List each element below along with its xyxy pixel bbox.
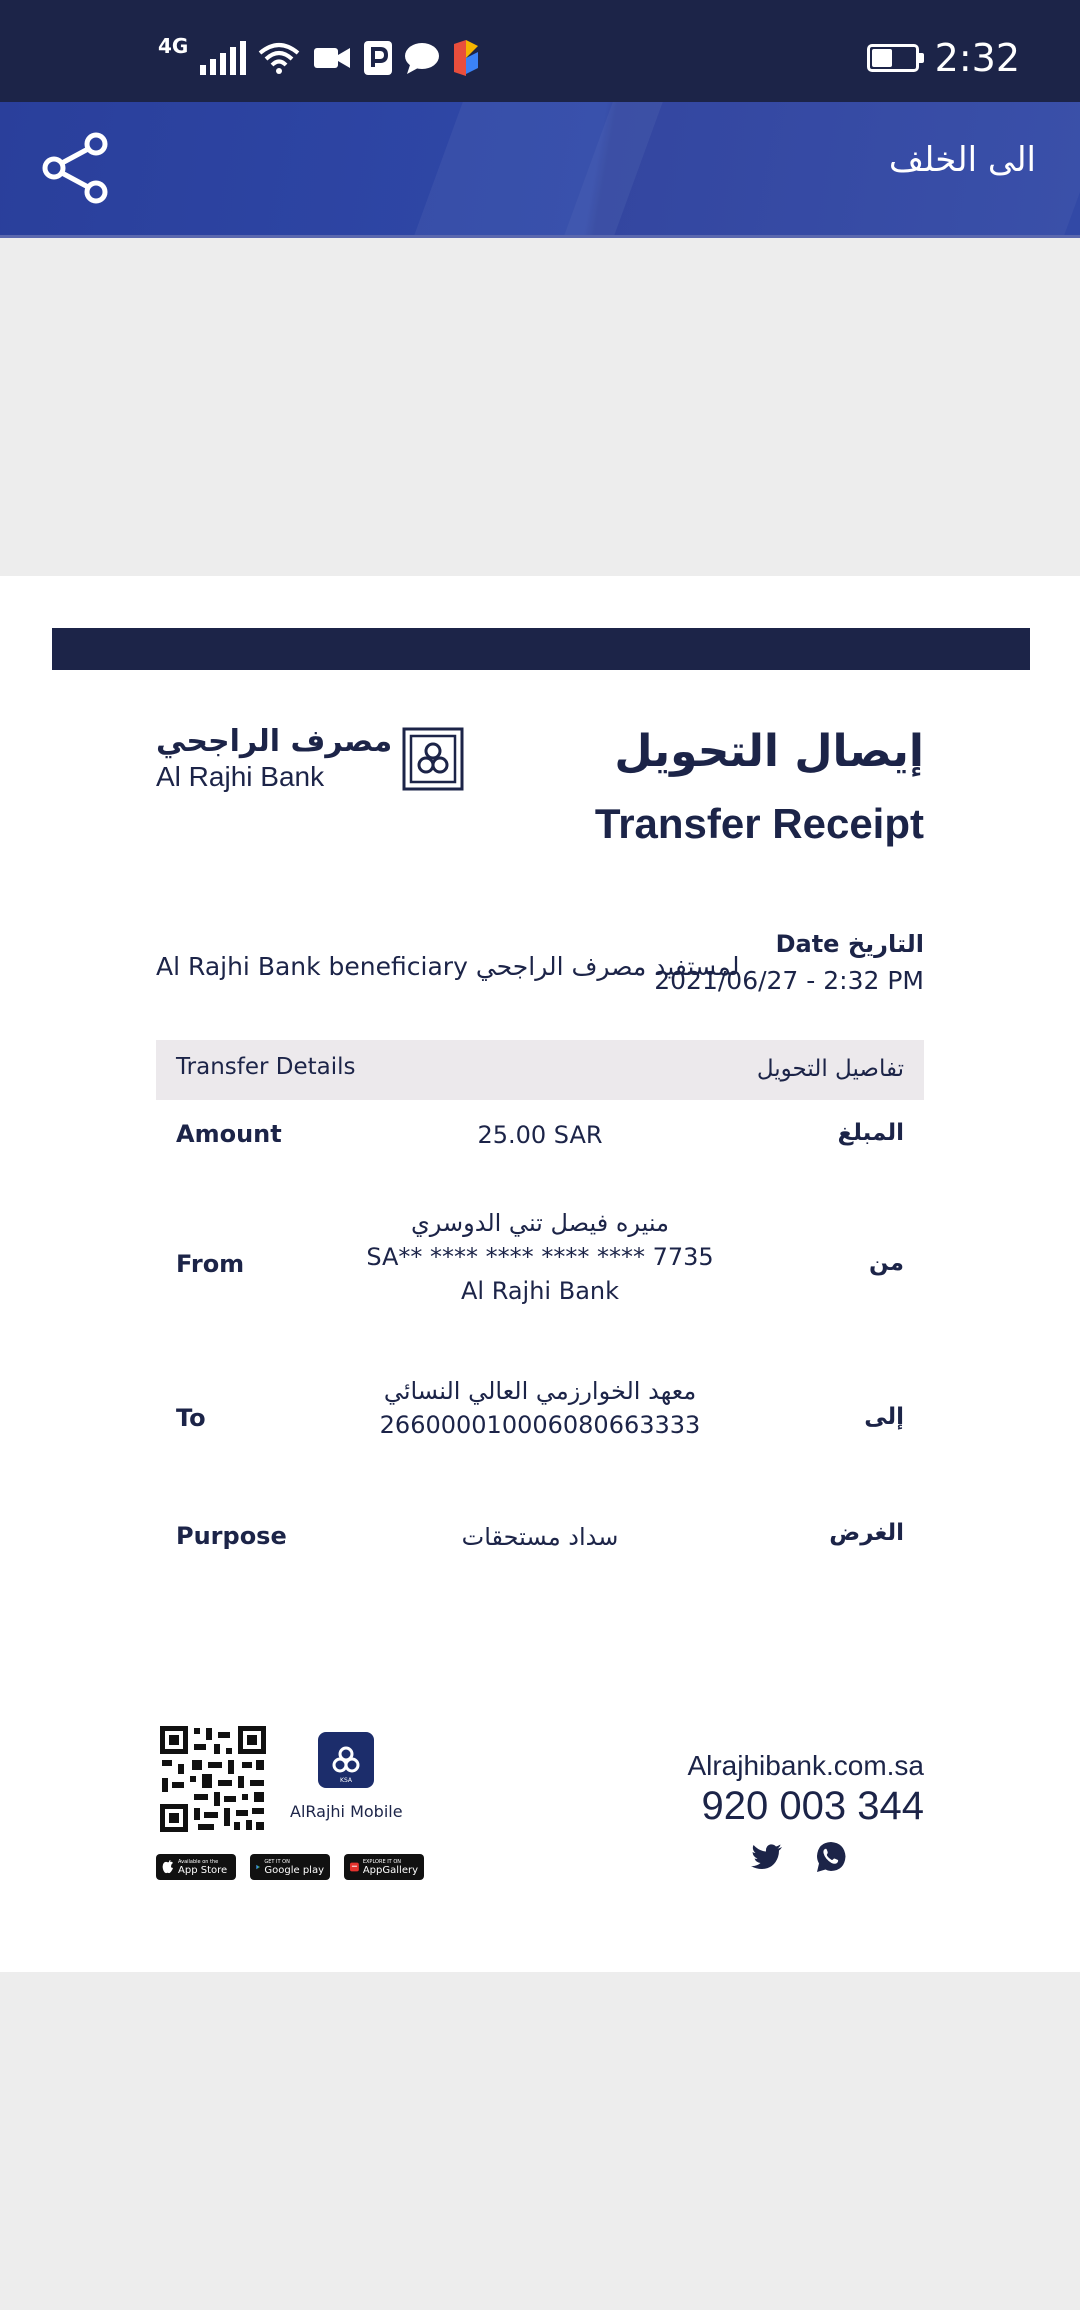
date-label-en: Date: [775, 930, 840, 958]
detail-row-to: [156, 1374, 924, 1454]
detail-value: [356, 1374, 724, 1442]
bank-emblem-icon: [329, 1743, 363, 1777]
detail-label-ar: المبلغ: [837, 1120, 904, 1146]
whatsapp-icon[interactable]: [814, 1840, 848, 1874]
bank-name-ar: مصرف الراجحي: [156, 724, 393, 759]
google-play-badge[interactable]: [250, 1854, 330, 1880]
badge-small-text: EXPLORE IT ON: [362, 1858, 402, 1865]
status-right: [867, 36, 1020, 80]
detail-value: 25.00 SAR: [477, 1121, 603, 1149]
huawei-icon: [350, 1860, 359, 1874]
detail-label-en: Purpose: [176, 1522, 287, 1550]
details-header-en: Transfer Details: [176, 1054, 356, 1080]
badge-label: AppGallery: [362, 1864, 418, 1876]
receipt-title-ar: إيصال التحويل: [614, 726, 924, 777]
sender-iban: SA** **** **** **** **** 7735: [366, 1243, 714, 1271]
detail-label-ar: من: [869, 1250, 904, 1276]
qr-code-icon: [158, 1724, 268, 1834]
status-bar: [0, 0, 1080, 102]
bank-logo: [156, 724, 464, 794]
detail-row-purpose: [156, 1512, 924, 1562]
back-button[interactable]: الى الخلف: [888, 140, 1036, 180]
recipient-account: 266000010006080663333: [379, 1411, 701, 1439]
detail-row-from: [156, 1206, 924, 1316]
detail-label-en: To: [176, 1404, 206, 1432]
signal-icon: [200, 41, 246, 75]
share-icon[interactable]: [40, 130, 112, 206]
apple-icon: [162, 1860, 174, 1874]
battery-icon: [867, 44, 919, 72]
sender-bank: Al Rajhi Bank: [460, 1277, 620, 1305]
app-bar: [0, 102, 1080, 238]
badge-label: Google play: [264, 1864, 324, 1876]
badge-small-text: GET IT ON: [264, 1858, 290, 1865]
app-icon-label: KSA: [340, 1777, 352, 1784]
transfer-details-header: [156, 1040, 924, 1100]
phone-number[interactable]: 920 003 344: [701, 1784, 924, 1828]
status-icons: [158, 34, 480, 76]
colorful-app-icon: [452, 40, 480, 76]
detail-label-ar: إلى: [864, 1404, 904, 1430]
detail-label-ar: الغرض: [829, 1520, 904, 1546]
recipient-name: معهد الخوارزمي العالي النسائي: [383, 1377, 697, 1405]
chat-bubble-icon: [404, 41, 440, 75]
website-link[interactable]: Alrajhibank.com.sa: [687, 1750, 924, 1781]
alrajhi-mobile-app-icon[interactable]: [318, 1732, 374, 1788]
detail-row-amount: [156, 1106, 924, 1166]
app-name: AlRajhi Mobile: [290, 1802, 403, 1821]
network-type: 4G: [158, 34, 189, 58]
sender-name: منيره فيصل تني الدوسري: [411, 1209, 669, 1237]
bank-name-en: Al Rajhi Bank: [156, 761, 325, 792]
badge-small-text: Available on the: [178, 1858, 219, 1865]
date-label-ar: التاريخ: [847, 930, 924, 958]
app-store-badge[interactable]: [156, 1854, 236, 1880]
details-header-ar: تفاصيل التحويل: [756, 1056, 904, 1082]
badge-label: App Store: [178, 1864, 228, 1876]
detail-label-en: From: [176, 1250, 245, 1278]
detail-label-en: Amount: [176, 1120, 282, 1148]
app-gallery-badge[interactable]: [344, 1854, 424, 1880]
google-play-icon: [256, 1860, 260, 1874]
date-value: 2021/06/27 - 2:32 PM: [654, 966, 924, 995]
contact-info: [687, 1750, 924, 1829]
receipt-title-en: Transfer Receipt: [594, 800, 924, 847]
beneficiary-type: Al Rajhi Bank beneficiary لمستفيد مصرف الراجحي: [156, 952, 740, 981]
app-p-icon: [364, 41, 392, 75]
receipt-header-band: [52, 628, 1030, 670]
detail-value: سداد مستحقات: [461, 1523, 619, 1551]
detail-value: [356, 1206, 724, 1308]
wifi-icon: [258, 41, 300, 75]
social-links: [750, 1840, 848, 1874]
receipt-card: [0, 576, 1080, 1972]
video-call-icon: [312, 43, 352, 73]
twitter-icon[interactable]: [750, 1840, 784, 1874]
clock: 2:32: [934, 36, 1020, 80]
bank-emblem-icon: [402, 727, 464, 791]
